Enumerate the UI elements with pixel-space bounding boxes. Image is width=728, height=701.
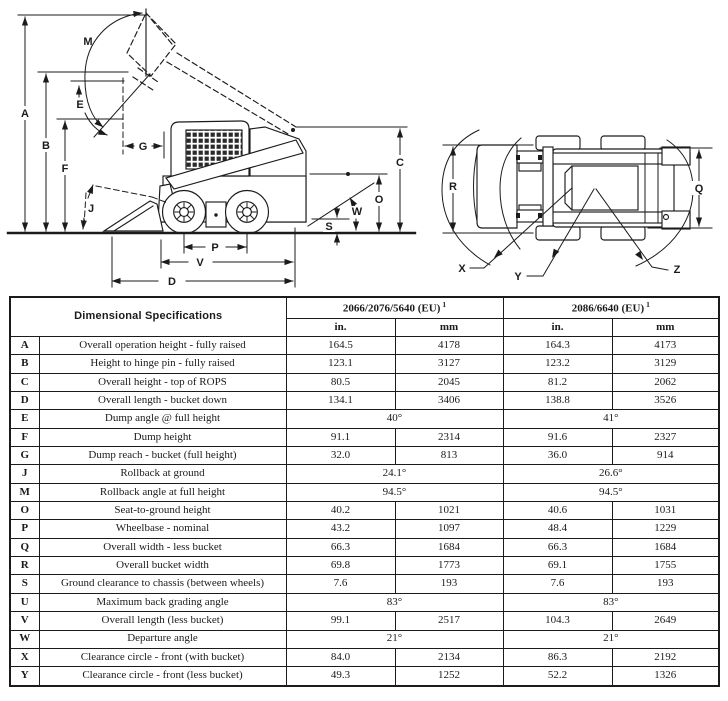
cell-value: 193 (612, 575, 719, 593)
table-row (10, 373, 719, 391)
row-key: D (10, 392, 39, 410)
cell-value: 40.6 (503, 502, 612, 520)
cell-value: 1031 (612, 502, 719, 520)
row-desc: Wheelbase - nominal (39, 520, 286, 538)
table-row (10, 667, 719, 686)
cell-value: 1252 (395, 667, 503, 686)
rear-wheel (226, 191, 269, 234)
row-key: J (10, 465, 39, 483)
cell-value: 83° (286, 593, 503, 611)
dim-label-a: A (21, 108, 29, 120)
row-key: A (10, 337, 39, 355)
cell-value: 2649 (612, 612, 719, 630)
dim-label-b: B (42, 140, 50, 152)
cell-value: 123.2 (503, 355, 612, 373)
dim-label-r: R (449, 181, 457, 193)
cell-value: 24.1° (286, 465, 503, 483)
cell-value: 66.3 (286, 538, 395, 556)
cell-value: 84.0 (286, 648, 395, 666)
cell-value: 7.6 (286, 575, 395, 593)
cell-value: 69.1 (503, 557, 612, 575)
cell-value: 66.3 (503, 538, 612, 556)
row-key: E (10, 410, 39, 428)
cell-value: 2192 (612, 648, 719, 666)
dim-label-w: W (351, 206, 363, 218)
cell-value: 32.0 (286, 447, 395, 465)
row-desc: Overall height - top of ROPS (39, 373, 286, 391)
cell-value: 1229 (612, 520, 719, 538)
table-row (10, 410, 719, 428)
cell-value: 69.8 (286, 557, 395, 575)
table-row (10, 337, 719, 355)
cell-value: 4173 (612, 337, 719, 355)
cell-value: 104.3 (503, 612, 612, 630)
table-row (10, 502, 719, 520)
dimension-diagrams (0, 0, 728, 296)
table-row (10, 538, 719, 556)
cell-value: 1684 (612, 538, 719, 556)
dimensional-specifications-table (9, 296, 720, 687)
cell-value: 52.2 (503, 667, 612, 686)
front-wheel (163, 191, 206, 234)
row-desc: Rollback angle at full height (39, 483, 286, 501)
cell-value: 83° (503, 593, 719, 611)
dim-label-q: Q (694, 183, 704, 195)
row-key: U (10, 593, 39, 611)
cell-value: 80.5 (286, 373, 395, 391)
table-row (10, 483, 719, 501)
row-desc: Dump height (39, 428, 286, 446)
row-key: O (10, 502, 39, 520)
cell-value: 2517 (395, 612, 503, 630)
row-desc: Dump angle @ full height (39, 410, 286, 428)
cell-value: 1326 (612, 667, 719, 686)
table-row (10, 557, 719, 575)
cell-value: 41° (503, 410, 719, 428)
row-desc: Departure angle (39, 630, 286, 648)
cell-value: 813 (395, 447, 503, 465)
dim-label-c: C (396, 157, 404, 169)
cell-value: 134.1 (286, 392, 395, 410)
cab-top-view (572, 166, 638, 210)
row-desc: Maximum back grading angle (39, 593, 286, 611)
row-key: F (10, 428, 39, 446)
table-row (10, 593, 719, 611)
cell-value: 1684 (395, 538, 503, 556)
cell-value: 48.4 (503, 520, 612, 538)
row-key: W (10, 630, 39, 648)
cell-value: 2327 (612, 428, 719, 446)
footnote-marker: 1 (646, 299, 650, 309)
dim-label-d: D (168, 276, 176, 288)
row-key: P (10, 520, 39, 538)
cell-value: 94.5° (286, 483, 503, 501)
cell-value: 49.3 (286, 667, 395, 686)
unit-header: mm (395, 319, 503, 337)
table-row (10, 465, 719, 483)
row-desc: Clearance circle - front (less bucket) (39, 667, 286, 686)
row-key: G (10, 447, 39, 465)
dim-label-x: X (458, 263, 466, 275)
dim-label-y: Y (514, 271, 522, 283)
cell-value: 1021 (395, 502, 503, 520)
row-desc: Overall operation height - fully raised (39, 337, 286, 355)
row-key: B (10, 355, 39, 373)
cell-value: 94.5° (503, 483, 719, 501)
cell-value: 99.1 (286, 612, 395, 630)
unit-header: mm (612, 319, 719, 337)
row-key: V (10, 612, 39, 630)
machine-side-view (104, 121, 306, 234)
dim-label-f: F (61, 163, 69, 175)
cell-value: 36.0 (503, 447, 612, 465)
unit-header: in. (503, 319, 612, 337)
cell-value: 193 (395, 575, 503, 593)
row-desc: Height to hinge pin - fully raised (39, 355, 286, 373)
dim-label-e: E (76, 99, 84, 111)
cell-value: 7.6 (503, 575, 612, 593)
unit-header: in. (286, 319, 395, 337)
top-view-diagram (442, 130, 712, 283)
cell-value: 2062 (612, 373, 719, 391)
row-desc: Dump reach - bucket (full height) (39, 447, 286, 465)
cell-value: 164.5 (286, 337, 395, 355)
table-row (10, 630, 719, 648)
footnote-marker: 1 (442, 299, 447, 309)
boom-pivot-dot (291, 128, 295, 132)
table-row (10, 447, 719, 465)
cell-value: 914 (612, 447, 719, 465)
table-row (10, 648, 719, 666)
cell-value: 43.2 (286, 520, 395, 538)
row-key: X (10, 648, 39, 666)
cell-value: 40.2 (286, 502, 395, 520)
cell-value: 123.1 (286, 355, 395, 373)
row-key: S (10, 575, 39, 593)
row-desc: Ground clearance to chassis (between wheels) (39, 575, 286, 593)
bucket-top-view (477, 145, 517, 228)
cell-value: 40° (286, 410, 503, 428)
dim-label-s: S (325, 221, 333, 233)
dim-label-g: G (138, 141, 148, 153)
cell-value: 86.3 (503, 648, 612, 666)
row-desc: Seat-to-ground height (39, 502, 286, 520)
side-view-diagram (8, 9, 415, 288)
cell-value: 3127 (395, 355, 503, 373)
cell-value: 91.6 (503, 428, 612, 446)
row-desc: Overall width - less bucket (39, 538, 286, 556)
row-desc: Overall length (less bucket) (39, 612, 286, 630)
dim-label-j: J (87, 203, 95, 215)
table-row (10, 612, 719, 630)
table-row (10, 575, 719, 593)
cell-value: 1097 (395, 520, 503, 538)
cell-value: 3526 (612, 392, 719, 410)
table-row (10, 355, 719, 373)
cell-value: 138.8 (503, 392, 612, 410)
dim-label-v: V (196, 257, 204, 269)
dim-label-o: O (374, 194, 384, 206)
row-key: Y (10, 667, 39, 686)
dim-label-z: Z (673, 264, 681, 276)
cell-value: 21° (286, 630, 503, 648)
row-key: Q (10, 538, 39, 556)
model-group-2-header: 2086/6640 (EU) $^1$ (503, 297, 719, 319)
cell-value: 1755 (612, 557, 719, 575)
row-desc: Rollback at ground (39, 465, 286, 483)
cell-value: 91.1 (286, 428, 395, 446)
cell-value: 3129 (612, 355, 719, 373)
table-row (10, 392, 719, 410)
cell-value: 2045 (395, 373, 503, 391)
dim-label-m: M (83, 36, 93, 48)
cell-value: 3406 (395, 392, 503, 410)
row-desc: Clearance circle - front (with bucket) (39, 648, 286, 666)
cell-value: 26.6° (503, 465, 719, 483)
cell-value: 21° (503, 630, 719, 648)
cell-value: 164.3 (503, 337, 612, 355)
row-desc: Overall bucket width (39, 557, 286, 575)
table-title: Dimensional Specifications (10, 297, 286, 337)
cell-value: 2134 (395, 648, 503, 666)
cell-value: 1773 (395, 557, 503, 575)
bucket-ground (104, 201, 163, 231)
cell-value: 81.2 (503, 373, 612, 391)
row-desc: Overall length - bucket down (39, 392, 286, 410)
table-row (10, 520, 719, 538)
model-group-1-header: 2066/2076/5640 (EU) $^1$ (286, 297, 503, 319)
cell-value: 2314 (395, 428, 503, 446)
dim-label-p: P (211, 242, 219, 254)
row-key: R (10, 557, 39, 575)
table-header-row (10, 297, 719, 319)
raised-boom-dashed (127, 13, 296, 134)
table-row (10, 428, 719, 446)
cell-value: 4178 (395, 337, 503, 355)
row-key: C (10, 373, 39, 391)
row-key: M (10, 483, 39, 501)
